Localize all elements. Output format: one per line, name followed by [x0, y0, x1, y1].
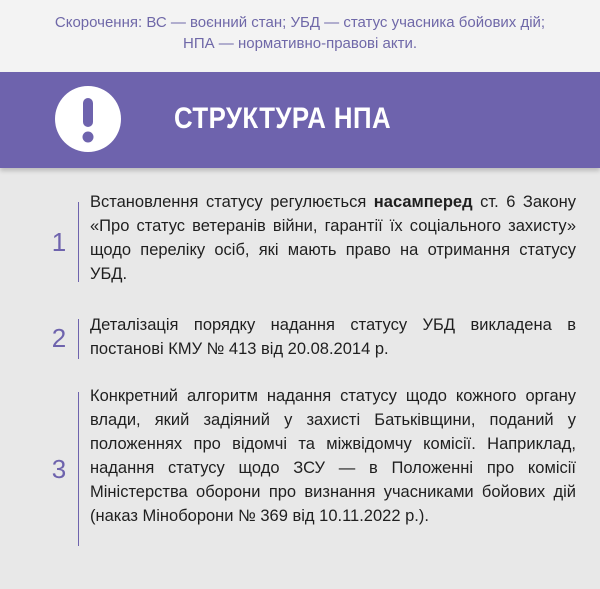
- section-title: СТРУКТУРА НПА: [174, 102, 392, 135]
- item-text-part: ст. 6 Закону «Про статус ветеранів війни, гарантії їх соціального захисту» щодо переліку осіб, які мають право на отримання статусу УБД.: [90, 193, 576, 283]
- item-number: 3: [51, 454, 67, 484]
- item-text-part: Встановлення статусу регулюється: [90, 193, 374, 211]
- abbreviations-note: [0, 0, 600, 72]
- abbreviations-line-2: НПА — нормативно-правові акти.: [183, 35, 417, 52]
- section-banner: [0, 72, 600, 168]
- item-number: 2: [51, 323, 67, 353]
- exclamation-icon: [55, 86, 121, 152]
- item-text: Конкретний алгоритм надання статусу щодо кожного органу влади, який задіяний у захисті Батьківщини, поданий у положеннях про відомчі та міжвідомчу комісії. Наприклад, надання статусу щодо ЗСУ — в Положенні про комісії Міністерства оборони про визнання учасниками бойових дій (наказ Міноборони № 369 від 10.11.2022 р.).: [90, 387, 576, 525]
- item-divider: [78, 319, 79, 359]
- item-divider: [78, 202, 79, 282]
- item-divider: [78, 392, 79, 546]
- item-number: 1: [51, 227, 67, 257]
- abbreviations-line-1: Скорочення: ВС — воєнний стан; УБД — статус учасника бойових дій;: [54, 14, 546, 31]
- item-text: [90, 190, 576, 286]
- item-text: Деталізація порядку надання статусу УБД викладена в постанові КМУ № 413 від 20.08.2014 р.: [90, 316, 576, 358]
- item-text-emphasis: насамперед: [373, 193, 473, 211]
